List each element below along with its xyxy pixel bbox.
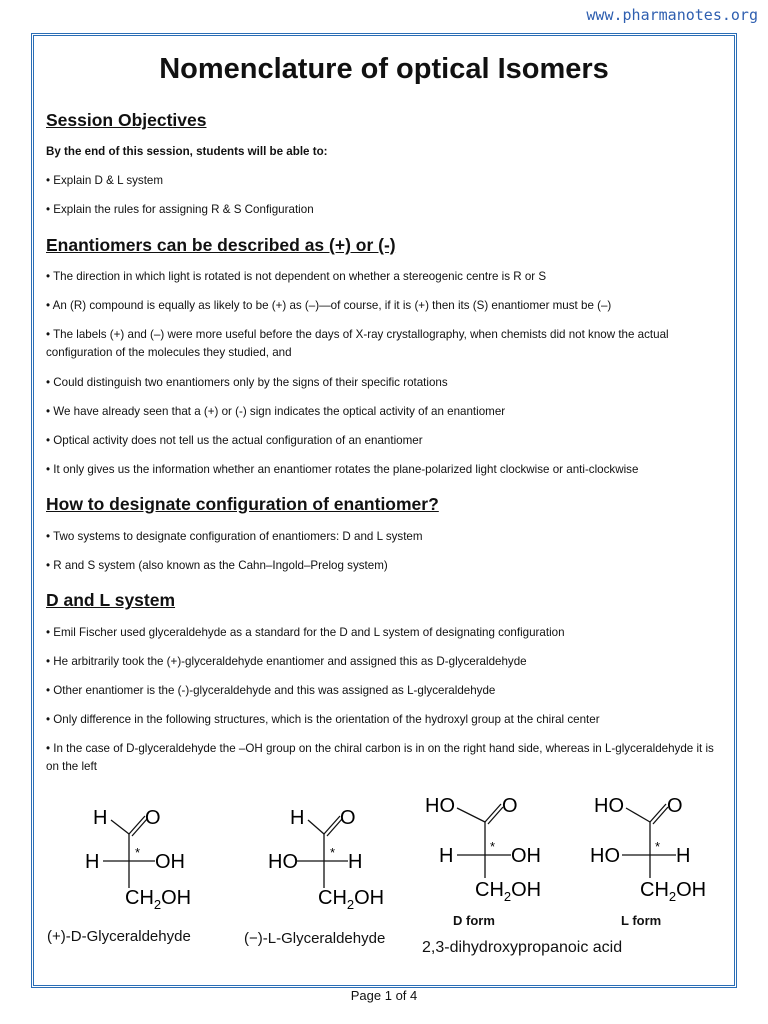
atom-oh: OH: [511, 845, 541, 867]
enantiomer-item: • Optical activity does not tell us the actual configuration of an enantiomer: [46, 434, 423, 447]
designate-item: • Two systems to designate configuration of enantiomers: D and L system: [46, 530, 423, 543]
objectives-intro: By the end of this session, students will be able to:: [46, 145, 328, 158]
l-glyceraldehyde-structure: [266, 800, 406, 914]
heading-designate-configuration: How to designate configuration of enantiomer?: [46, 494, 439, 514]
atom-h: H: [439, 845, 454, 867]
group-ch2oh: $CH_2OH$: [318, 887, 385, 912]
dl-item: • Other enantiomer is the (-)-glyceraldehyde and this was assigned as L-glyceraldehyde: [46, 684, 496, 697]
enantiomer-item: • The direction in which light is rotated is not dependent on whether a stereogenic centre is R or S: [46, 270, 547, 283]
designate-item: • R and S system (also known as the Cahn–Ingold–Prelog system): [46, 559, 388, 572]
atom-o: O: [340, 807, 356, 829]
atom-h: H: [348, 851, 363, 873]
atom-ho: HO: [594, 795, 624, 817]
chiral-star: *: [655, 839, 661, 854]
dl-item: • Only difference in the following structures, which is the orientation of the hydroxyl group at the chiral center: [46, 713, 600, 726]
caption-l-form: L form: [621, 913, 662, 928]
atom-ho: HO: [590, 845, 620, 867]
atom-ho: HO: [425, 795, 455, 817]
d-glyceraldehyde-structure: [85, 800, 225, 914]
enantiomer-item: • We have already seen that a (+) or (-) sign indicates the optical activity of an enantiomer: [46, 405, 506, 418]
objective-item: • Explain the rules for assigning R & S Configuration: [46, 203, 314, 216]
heading-enantiomers: Enantiomers can be described as (+) or (-): [46, 235, 396, 255]
atom-ho: HO: [268, 851, 298, 873]
atom-o: O: [667, 795, 683, 817]
l-form-acid-structure: [590, 788, 730, 912]
atom-o: O: [502, 795, 518, 817]
enantiomer-item: • Could distinguish two enantiomers only by the signs of their specific rotations: [46, 376, 448, 389]
group-ch2oh: $CH_2OH$: [640, 879, 707, 904]
chiral-star: *: [490, 839, 496, 854]
caption-d-form: D form: [453, 913, 495, 928]
chiral-star: *: [330, 845, 336, 860]
group-ch2oh: $CH_2OH$: [475, 879, 542, 904]
atom-h: H: [93, 807, 108, 829]
enantiomer-item: • It only gives us the information whether an enantiomer rotates the plane-polarized light clockwise or anti-clockwise: [46, 463, 639, 476]
d-form-acid-structure: [425, 788, 565, 912]
caption-acid: 2,3-dihydroxypropanoic acid: [422, 939, 623, 956]
group-ch2oh: $CH_2OH$: [125, 887, 192, 912]
dl-item: • He arbitrarily took the (+)-glyceraldehyde enantiomer and assigned this as D-glyceraldehyde: [46, 655, 527, 668]
atom-h: H: [85, 851, 100, 873]
heading-d-and-l-system: D and L system: [46, 590, 176, 610]
dl-item: • Emil Fischer used glyceraldehyde as a standard for the D and L system of designating configuration: [46, 626, 565, 639]
chiral-star: *: [135, 845, 141, 860]
site-url[interactable]: www.pharmanotes.org: [586, 6, 758, 24]
heading-session-objectives: Session Objectives: [46, 110, 207, 130]
caption-d-glyceraldehyde: (+)-D-Glyceraldehyde: [47, 928, 191, 945]
objective-item: • Explain D & L system: [46, 174, 164, 187]
dl-item: • In the case of D-glyceraldehyde the –OH group on the chiral carbon is in on the right hand side, whereas in L-glyceraldehyde it is on the left: [46, 742, 714, 773]
atom-h: H: [676, 845, 691, 867]
atom-h: H: [290, 807, 305, 829]
enantiomer-item: • The labels (+) and (–) were more useful before the days of X-ray crystallography, when chemists did not know the actual configuration of the molecules they studied, and: [46, 328, 669, 359]
atom-o: O: [145, 807, 161, 829]
page-title: Nomenclature of optical Isomers: [159, 53, 609, 85]
caption-l-glyceraldehyde: (−)-L-Glyceraldehyde: [244, 930, 386, 947]
atom-oh: OH: [155, 851, 185, 873]
page-number: Page 1 of 4: [350, 988, 418, 1003]
enantiomer-item: • An (R) compound is equally as likely to be (+) as (–)—of course, if it is (+) then its (S) enantiomer must be (–): [46, 299, 612, 312]
